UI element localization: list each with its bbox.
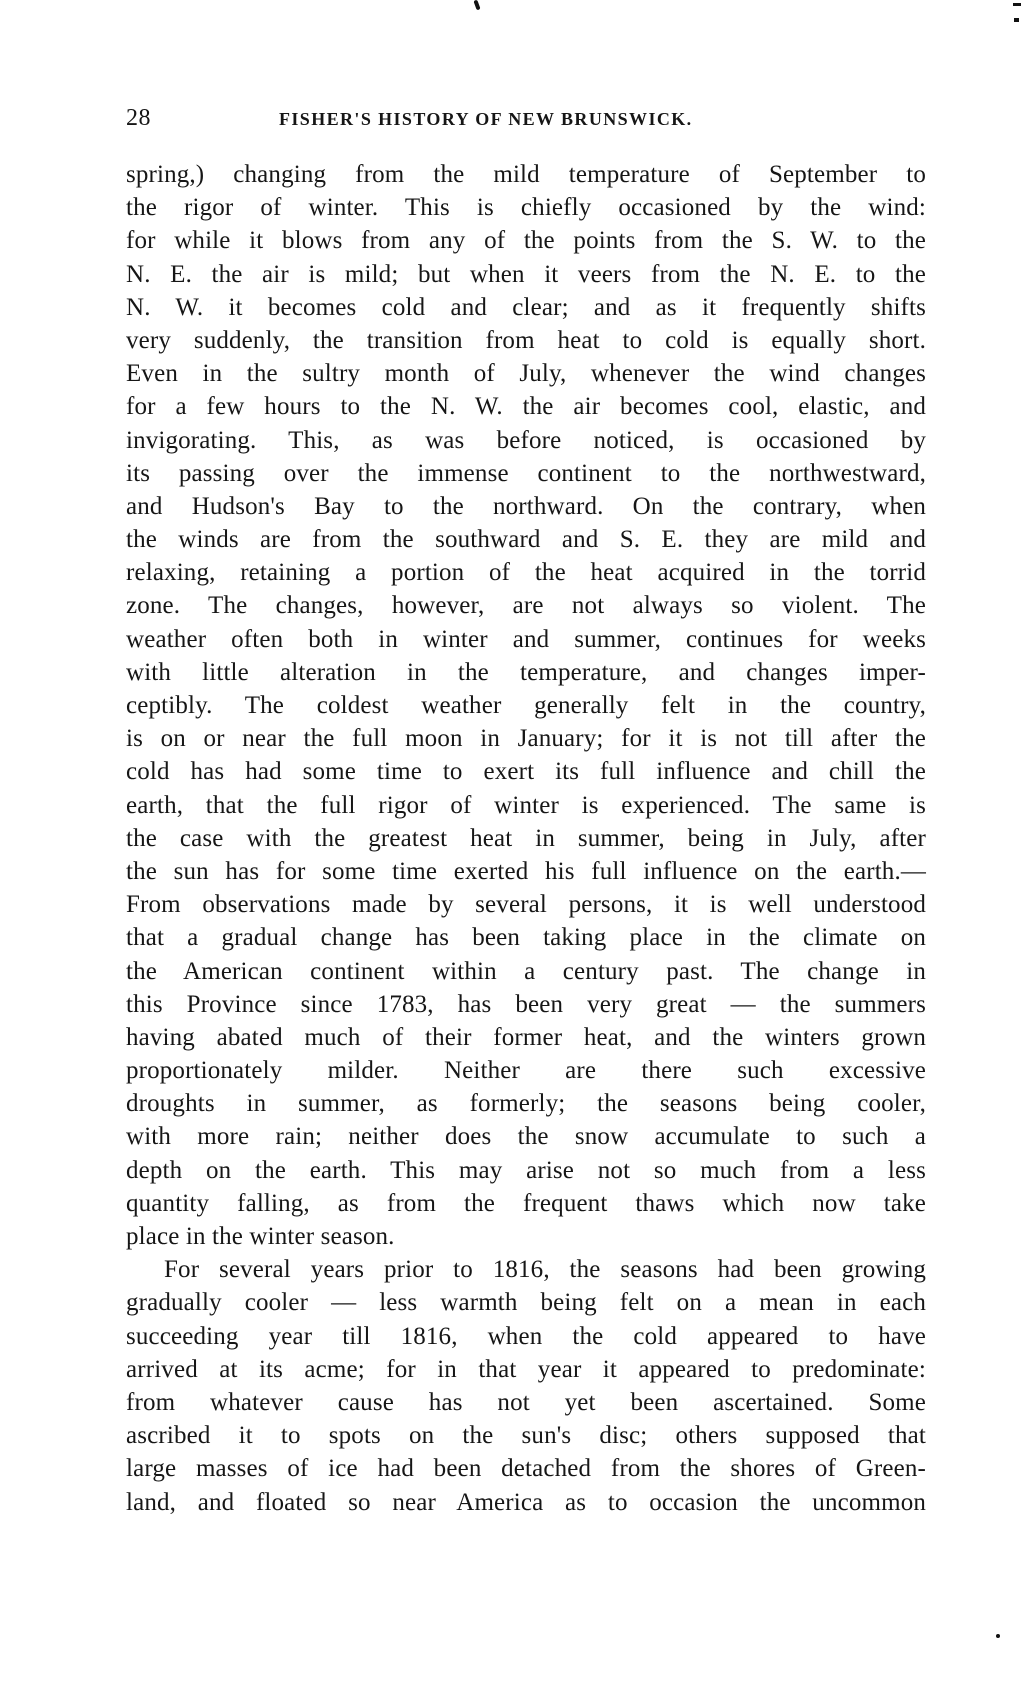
text-line: proportionately milder. Neither are there such excessive <box>126 1057 926 1085</box>
ink-speck <box>473 0 480 10</box>
text-line: and Hudson's Bay to the northward. On the contrary, when <box>126 492 926 520</box>
text-line: the American continent within a century past. The change in <box>126 957 926 985</box>
text-line: invigorating. This, as was before noticed, is occasioned by <box>126 426 926 454</box>
text-line: this Province since 1783, has been very great — the summers <box>126 990 926 1018</box>
text-line: the sun has for some time exerted his full influence on the earth.— <box>126 857 926 885</box>
text-line: ceptibly. The coldest weather generally felt in the country, <box>126 692 926 719</box>
ink-speck <box>1013 3 1021 6</box>
text-line: ascribed it to spots on the sun's disc; others supposed that <box>126 1422 926 1450</box>
text-line: spring,) changing from the mild temperature of September to <box>126 161 926 188</box>
text-line: land, and floated so near America as to occasion the uncommon <box>126 1488 926 1516</box>
text-line: the winds are from the southward and S. E. they are mild and <box>126 526 926 554</box>
text-line: earth, that the full rigor of winter is experienced. The same is <box>126 791 926 819</box>
text-line: large masses of ice had been detached from the shores of Green- <box>126 1455 926 1483</box>
text-line: for a few hours to the N. W. the air becomes cool, elastic, and <box>126 393 926 421</box>
text-line: depth on the earth. This may arise not so much from a less <box>126 1156 926 1184</box>
page-number: 28 <box>126 105 151 131</box>
ink-speck <box>996 1634 1000 1638</box>
text-line: From observations made by several persons, it is well understood <box>126 891 926 919</box>
text-line: quantity falling, as from the frequent thaws which now take <box>126 1189 926 1217</box>
text-line: that a gradual change has been taking place in the climate on <box>126 924 926 952</box>
page-header <box>126 102 926 134</box>
running-head: FISHER'S HISTORY OF NEW BRUNSWICK. <box>279 109 693 129</box>
paragraph-end-line: place in the winter season. <box>126 1223 395 1250</box>
text-line: for while it blows from any of the points from the S. W. to the <box>126 227 926 255</box>
text-line: N. W. it becomes cold and clear; and as it frequently shifts <box>126 293 926 321</box>
text-line: from whatever cause has not yet been ascertained. Some <box>126 1388 926 1416</box>
text-line: very suddenly, the transition from heat to cold is equally short. <box>126 326 926 354</box>
text-line: gradually cooler — less warmth being felt on a mean in each <box>126 1289 926 1317</box>
text-line: the case with the greatest heat in summer, being in July, after <box>126 824 926 852</box>
text-line: the rigor of winter. This is chiefly occasioned by the wind: <box>126 194 926 222</box>
text-line: Even in the sultry month of July, whenever the wind changes <box>126 360 926 388</box>
text-line: its passing over the immense continent to the northwestward, <box>126 459 926 487</box>
text-line: having abated much of their former heat, and the winters grown <box>126 1023 926 1051</box>
ink-speck <box>1014 18 1019 22</box>
text-line: arrived at its acme; for in that year it appeared to predominate: <box>126 1355 926 1383</box>
text-line: cold has had some time to exert its full influence and chill the <box>126 758 926 786</box>
text-line: zone. The changes, however, are not always so violent. The <box>126 592 926 620</box>
paragraph-start-line: For several years prior to 1816, the seasons had been growing <box>164 1256 926 1284</box>
text-line: weather often both in winter and summer, continues for weeks <box>126 625 926 653</box>
text-line: N. E. the air is mild; but when it veers from the N. E. to the <box>126 260 926 288</box>
text-line: relaxing, retaining a portion of the heat acquired in the torrid <box>126 559 926 587</box>
text-line: is on or near the full moon in January; for it is not till after the <box>126 725 926 753</box>
body-text <box>126 158 926 1519</box>
text-line: with little alteration in the temperature, and changes imper- <box>126 658 926 686</box>
text-line: droughts in summer, as formerly; the seasons being cooler, <box>126 1090 926 1118</box>
text-line: with more rain; neither does the snow accumulate to such a <box>126 1123 926 1151</box>
text-line: succeeding year till 1816, when the cold appeared to have <box>126 1322 926 1350</box>
